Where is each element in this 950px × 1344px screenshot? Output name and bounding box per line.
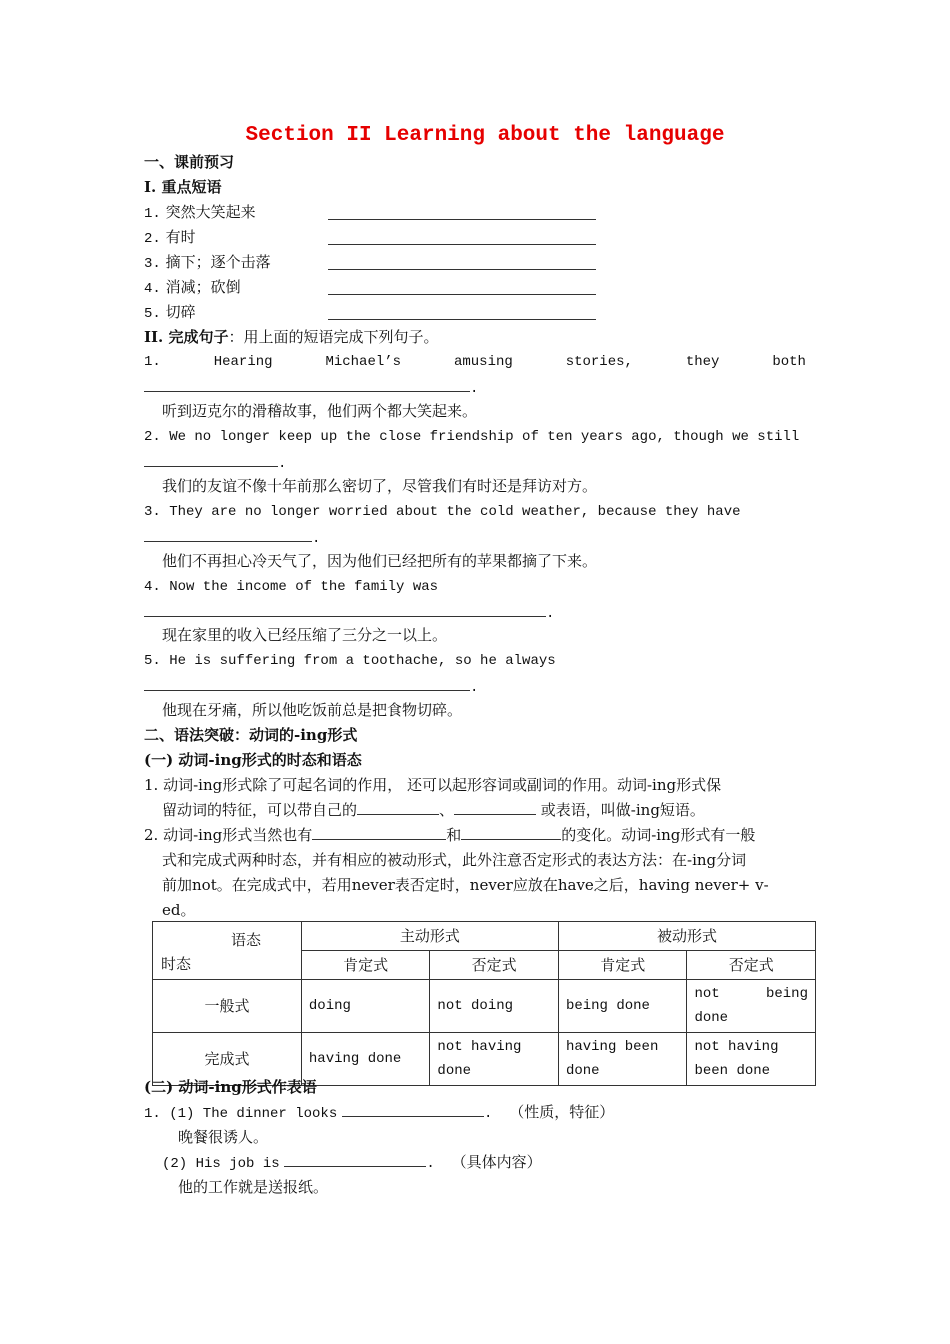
answer-blank[interactable] (328, 218, 596, 220)
sub2-q1a-translation: 晚餐很诱人。 (178, 1128, 269, 1146)
active-header: 主动形式 (301, 922, 558, 951)
sub2-q1b (162, 1152, 542, 1174)
phrase-item (144, 252, 271, 274)
period: . (470, 381, 479, 397)
answer-blank[interactable] (461, 825, 561, 840)
answer-blank[interactable] (312, 825, 446, 840)
text-fragment: 和 (446, 826, 462, 844)
positive-header: 肯定式 (558, 951, 687, 980)
table-cell: not having done (430, 1033, 559, 1086)
negative-header: 否定式 (687, 951, 816, 980)
phrase-item (144, 302, 196, 324)
phrase-item (144, 277, 241, 299)
table-cell: not having been done (687, 1033, 816, 1086)
corner-top-label: 语态 (231, 930, 262, 949)
period: . (546, 606, 555, 622)
sub1-p1-line2 (162, 800, 705, 820)
phrase-text: 突然大笑起来 (165, 203, 256, 221)
answer-blank[interactable] (328, 318, 596, 320)
answer-blank[interactable] (144, 676, 470, 691)
table-cell: not being done (687, 980, 816, 1033)
answer-blank[interactable] (328, 293, 596, 295)
table-cell: being done (558, 980, 687, 1033)
period: . (278, 456, 287, 472)
sub1-p1-line1: 1. 动词-ing形式除了可起名词的作用， 还可以起形容词或副词的作用。动词-ing形式保 (144, 776, 722, 794)
phrase-text: 摘下；逐个击落 (165, 253, 271, 271)
sub2-q1a (144, 1102, 614, 1124)
phrase-text: 有时 (165, 228, 196, 246)
corner-bottom-label: 时态 (161, 954, 192, 973)
q1-number: 1. (144, 354, 161, 370)
q1-translation: 听到迈克尔的滑稽故事，他们两个都大笑起来。 (162, 402, 478, 420)
row-label: 完成式 (153, 1033, 302, 1086)
phrase-number: 4. (144, 281, 161, 297)
section1-heading: 一、课前预习 (144, 153, 235, 171)
text-fragment: 的变化。动词-ing形式有一般 (561, 826, 756, 844)
answer-blank[interactable] (328, 268, 596, 270)
q3-sentence: 3. They are no longer worried about the cold weather, because they have (144, 504, 741, 520)
sub1-p2-line2: 式和完成式两种时态，并有相应的被动形式，此外注意否定形式的表达方法：在-ing分词 (162, 851, 747, 869)
table-cell: not doing (430, 980, 559, 1033)
q5-sentence: 5. He is suffering from a toothache, so he always (144, 653, 556, 669)
q2-translation: 我们的友谊不像十年前那么密切了，尽管我们有时还是拜访对方。 (162, 477, 598, 495)
part2-instruction: ：用上面的短语完成下列句子。 (228, 328, 439, 346)
text-fragment: 2. 动词-ing形式当然也有 (144, 826, 313, 844)
q5-answer-line (144, 676, 478, 698)
phrase-number: 5. (144, 306, 161, 322)
sub1-p2-line4: ed。 (162, 901, 196, 919)
answer-blank[interactable] (342, 1102, 484, 1117)
q1-word: Hearing (213, 354, 273, 370)
part1-heading: I. 重点短语 (144, 178, 222, 196)
q1-word: they (685, 354, 720, 370)
period: . (426, 1156, 435, 1172)
q5-translation: 他现在牙痛，所以他吃饭前总是把食物切碎。 (162, 701, 463, 719)
phrase-text: 消减；砍倒 (165, 278, 241, 296)
negative-header: 否定式 (430, 951, 559, 980)
q4-translation: 现在家里的收入已经压缩了三分之一以上。 (162, 626, 448, 644)
table-row (153, 980, 816, 1033)
corner-cell (153, 922, 302, 980)
phrase-text: 切碎 (165, 303, 196, 321)
phrase-item (144, 202, 256, 224)
answer-blank[interactable] (454, 800, 536, 815)
q1-word: stories, (565, 354, 633, 370)
q3-answer-line (144, 527, 320, 549)
period: . (484, 1106, 493, 1122)
q1-word: both (772, 354, 806, 370)
q3-translation: 他们不再担心冷天气了，因为他们已经把所有的苹果都摘了下来。 (162, 552, 598, 570)
table-cell: having done (301, 1033, 430, 1086)
q1-word: Michael’s (325, 354, 402, 370)
sub1-p2-line3: 前加not。在完成式中，若用never表否定时，never应放在have之后，having never+ v- (162, 876, 769, 894)
q1-word: amusing (453, 354, 513, 370)
section2-heading: 二、语法突破：动词的-ing形式 (144, 726, 358, 744)
answer-blank[interactable] (144, 527, 312, 542)
text-fragment: 或表语，叫做-ing短语。 (536, 801, 705, 819)
hint-note: （具体内容） (451, 1153, 542, 1171)
sub1-p2-line1 (144, 825, 755, 845)
table-cell: having been done (558, 1033, 687, 1086)
phrase-item (144, 227, 196, 249)
passive-header: 被动形式 (558, 922, 815, 951)
answer-blank[interactable] (144, 452, 278, 467)
q4-sentence: 4. Now the income of the family was (144, 579, 439, 595)
period: . (470, 680, 479, 696)
sentence-text: 1. (1) The dinner looks (144, 1106, 338, 1122)
sub1-heading: (一) 动词-ing形式的时态和语态 (144, 751, 362, 769)
sub2-heading: (二) 动词-ing形式作表语 (144, 1078, 317, 1096)
q1-answer-line (144, 377, 478, 399)
part2-heading-line (144, 327, 439, 347)
answer-blank[interactable] (357, 800, 439, 815)
positive-header: 肯定式 (301, 951, 430, 980)
period: . (312, 531, 321, 547)
phrase-number: 1. (144, 206, 161, 222)
text-fragment: 留动词的特征，可以带自己的 (162, 801, 358, 819)
answer-blank[interactable] (328, 243, 596, 245)
sentence-1 (144, 352, 806, 372)
text-fragment: 、 (439, 801, 455, 819)
q2-sentence: 2. We no longer keep up the close friendship of ten years ago, though we still (144, 429, 800, 445)
phrase-number: 2. (144, 231, 161, 247)
answer-blank[interactable] (144, 602, 546, 617)
part2-heading: II. 完成句子 (144, 328, 229, 346)
row-label: 一般式 (153, 980, 302, 1033)
sentence-text: (2) His job is (162, 1156, 280, 1172)
hint-note: （性质，特征） (509, 1103, 615, 1121)
sub2-q1b-translation: 他的工作就是送报纸。 (178, 1178, 329, 1196)
phrase-number: 3. (144, 256, 161, 272)
table-cell: doing (301, 980, 430, 1033)
answer-blank[interactable] (284, 1152, 426, 1167)
page-title: Section II Learning about the language (245, 124, 725, 147)
q4-answer-line (144, 602, 554, 624)
q2-answer-line (144, 452, 286, 474)
grammar-table (152, 921, 816, 1086)
answer-blank[interactable] (144, 377, 470, 392)
